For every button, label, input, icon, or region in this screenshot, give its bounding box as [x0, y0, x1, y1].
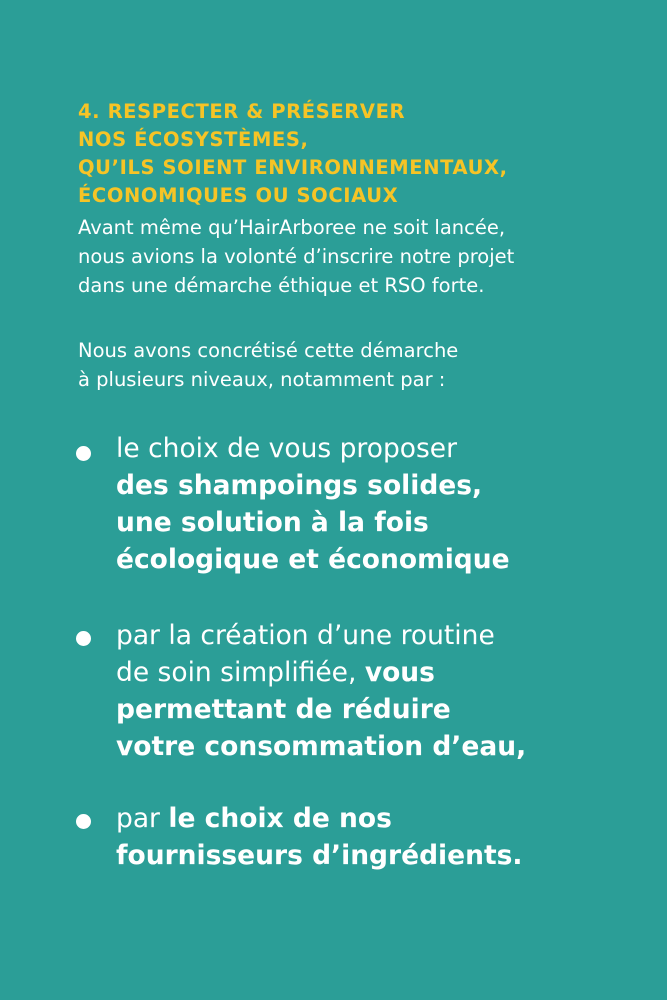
- bullet-dot-icon: [76, 446, 91, 461]
- bullet-line: de soin simplifiée,: [116, 657, 365, 688]
- bullet-line-bold: écologique et économique: [116, 544, 510, 575]
- bullet-line-bold: des shampoings solides,: [116, 470, 483, 501]
- bullet-line-bold: le choix de nos: [168, 803, 392, 834]
- bullet-line: par la création d’une routine: [116, 620, 495, 651]
- heading-line: ÉCONOMIQUES OU SOCIAUX: [78, 184, 399, 207]
- intro-line: Avant même qu’HairArboree ne soit lancée,: [78, 216, 506, 239]
- heading-line: QU’ILS SOIENT ENVIRONNEMENTAUX,: [78, 156, 508, 179]
- intro-line: dans une démarche éthique et RSO forte.: [78, 274, 485, 297]
- intro-line: nous avions la volonté d’inscrire notre projet: [78, 245, 515, 268]
- bullet-line-bold: permettant de réduire: [116, 694, 451, 725]
- bullet-line-bold: votre consommation d’eau,: [116, 731, 527, 762]
- bullet-line: par: [116, 803, 169, 834]
- bullet-item-suppliers: [116, 800, 636, 874]
- section-heading: [78, 98, 638, 210]
- bullet-line-bold: une solution à la fois: [116, 507, 429, 538]
- heading-line: NOS ÉCOSYSTÈMES,: [78, 128, 309, 151]
- bullet-dot-icon: [76, 631, 91, 646]
- bullet-dot-icon: [76, 814, 91, 829]
- intro-line: Nous avons concrétisé cette démarche: [78, 339, 459, 362]
- intro-paragraph-2: [78, 336, 648, 394]
- intro-paragraph: [78, 213, 648, 300]
- bullet-line-bold: fournisseurs d’ingrédients.: [116, 840, 523, 871]
- intro-line: à plusieurs niveaux, notamment par :: [78, 368, 446, 391]
- bullet-line-bold: vous: [364, 657, 435, 688]
- bullet-item-care-routine: [116, 617, 636, 765]
- bullet-line: le choix de vous proposer: [116, 433, 457, 464]
- heading-line: 4. RESPECTER & PRÉSERVER: [78, 100, 406, 123]
- bullet-item-solid-shampoo: [116, 430, 636, 578]
